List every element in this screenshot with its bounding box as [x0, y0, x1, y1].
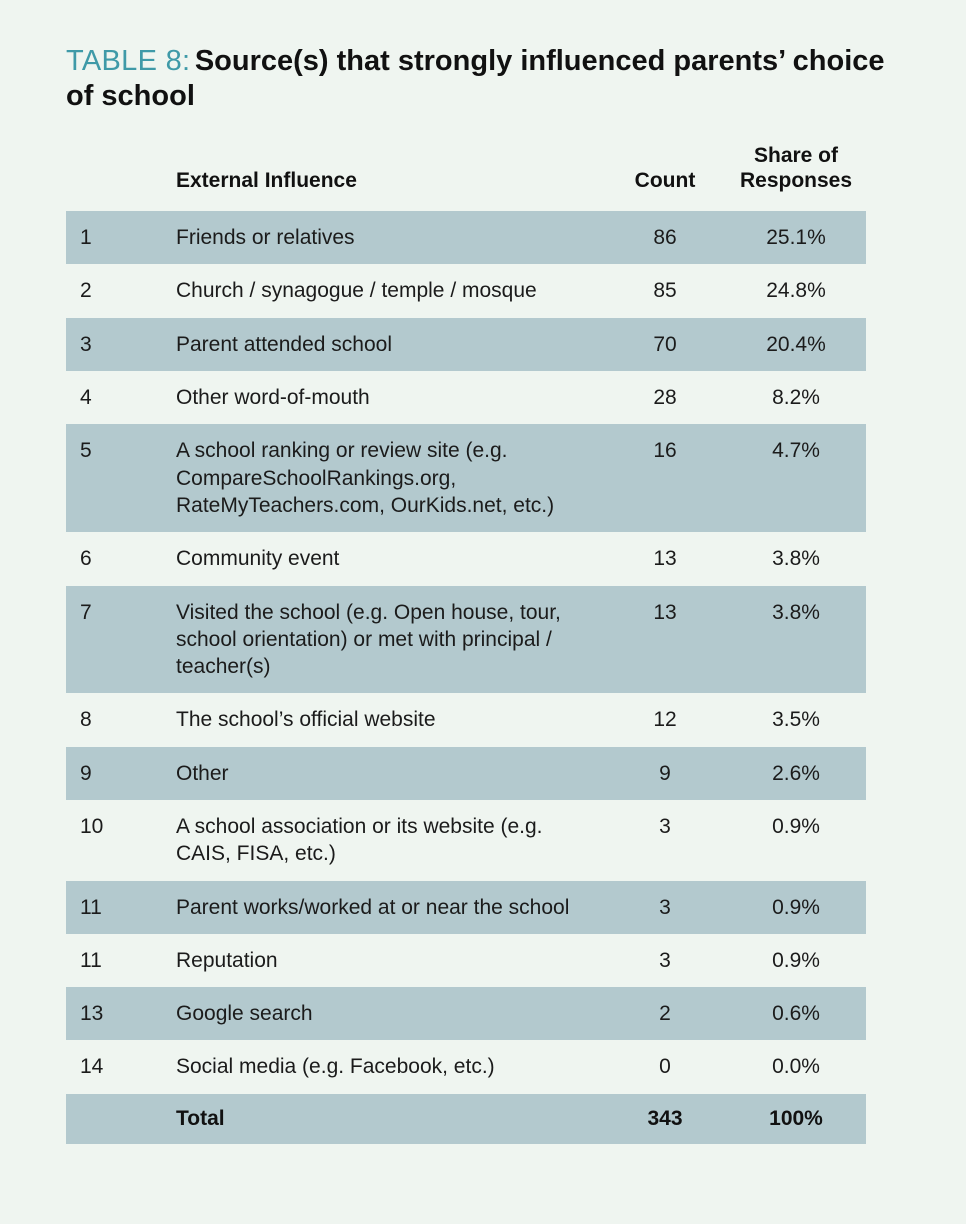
- total-row: [66, 1094, 866, 1144]
- row-influence: Google search: [164, 987, 604, 1040]
- row-rank: 4: [80, 386, 92, 410]
- row-rank: 6: [80, 547, 92, 571]
- total-rank: [66, 1094, 164, 1144]
- column-header-rank: [66, 133, 164, 211]
- row-count: 13: [604, 586, 726, 694]
- row-count: 9: [604, 747, 726, 800]
- row-count: 13: [653, 547, 677, 571]
- table-row: [66, 693, 866, 746]
- total-label: Total: [164, 1094, 604, 1144]
- row-rank: 2: [80, 279, 92, 303]
- table-row: [66, 264, 866, 317]
- row-rank: 8: [80, 708, 92, 732]
- table-row: [66, 211, 866, 264]
- row-count: 0: [659, 1055, 671, 1079]
- table-row: [66, 318, 866, 371]
- row-rank: 3: [66, 318, 164, 371]
- row-influence: Church / synagogue / temple / mosque: [176, 279, 537, 303]
- table-number-label: TABLE 8:: [66, 45, 191, 77]
- table-row: [66, 987, 866, 1040]
- row-count: 12: [653, 708, 677, 732]
- row-influence: Parent attended school: [164, 318, 604, 371]
- table-row: [66, 532, 866, 585]
- row-influence: Visited the school (e.g. Open house, tour, school orientation) or met with principal / teacher(s): [164, 586, 604, 694]
- row-share: 2.6%: [726, 747, 866, 800]
- column-header-influence: External Influence: [176, 169, 357, 193]
- row-share: 0.0%: [772, 1055, 820, 1079]
- page-title: [66, 44, 900, 115]
- row-rank: 14: [80, 1055, 104, 1079]
- row-share: 0.6%: [726, 987, 866, 1040]
- table-title-text: Source(s) that strongly influenced parents’ choice of school: [66, 45, 885, 113]
- table-row: [66, 747, 866, 800]
- row-rank: 11: [66, 881, 164, 934]
- table-footer: [66, 1094, 866, 1144]
- row-share: 3.8%: [726, 586, 866, 694]
- row-influence: Community event: [176, 547, 340, 571]
- row-influence: Social media (e.g. Facebook, etc.): [176, 1055, 495, 1079]
- row-influence: Other: [164, 747, 604, 800]
- row-share: 0.9%: [726, 881, 866, 934]
- row-count: 16: [604, 424, 726, 532]
- table-row: [66, 800, 866, 881]
- row-count: 2: [604, 987, 726, 1040]
- row-share: 3.5%: [772, 708, 820, 732]
- table-header: [66, 133, 866, 211]
- row-share: 0.9%: [772, 814, 820, 838]
- total-share: 100%: [726, 1094, 866, 1144]
- row-influence: A school association or its website (e.g. CAIS, FISA, etc.): [176, 814, 543, 866]
- row-influence: Reputation: [176, 948, 278, 972]
- table-row: [66, 1040, 866, 1093]
- row-share: 3.8%: [772, 547, 820, 571]
- row-influence: The school’s official website: [176, 708, 436, 732]
- row-rank: 13: [66, 987, 164, 1040]
- row-count: 3: [659, 814, 671, 838]
- row-count: 28: [653, 386, 677, 410]
- table-row: [66, 586, 866, 694]
- row-rank: 5: [66, 424, 164, 532]
- row-count: 85: [653, 279, 677, 303]
- table-header-row: [66, 133, 866, 211]
- column-header-count: Count: [634, 169, 696, 193]
- row-count: 3: [659, 948, 671, 972]
- column-header-share: Share of Responses: [739, 143, 853, 192]
- row-share: 8.2%: [772, 386, 820, 410]
- table-body: [66, 211, 866, 1094]
- table-row: [66, 424, 866, 532]
- row-count: 86: [604, 211, 726, 264]
- row-share: 4.7%: [726, 424, 866, 532]
- row-rank: 9: [66, 747, 164, 800]
- row-rank: 1: [66, 211, 164, 264]
- row-rank: 7: [66, 586, 164, 694]
- row-share: 0.9%: [772, 948, 820, 972]
- table-row: [66, 881, 866, 934]
- row-count: 70: [604, 318, 726, 371]
- table-row: [66, 371, 866, 424]
- influences-table: [66, 133, 866, 1144]
- total-count: 343: [604, 1094, 726, 1144]
- row-share: 24.8%: [766, 279, 826, 303]
- row-rank: 10: [80, 814, 104, 838]
- table-row: [66, 934, 866, 987]
- row-share: 25.1%: [726, 211, 866, 264]
- row-influence: Parent works/worked at or near the school: [164, 881, 604, 934]
- row-count: 3: [604, 881, 726, 934]
- row-influence: Other word-of-mouth: [176, 386, 370, 410]
- row-influence: Friends or relatives: [164, 211, 604, 264]
- row-influence: A school ranking or review site (e.g. CompareSchoolRankings.org, RateMyTeachers.com, OurKids.net, etc.): [164, 424, 604, 532]
- row-share: 20.4%: [726, 318, 866, 371]
- row-rank: 11: [80, 948, 102, 972]
